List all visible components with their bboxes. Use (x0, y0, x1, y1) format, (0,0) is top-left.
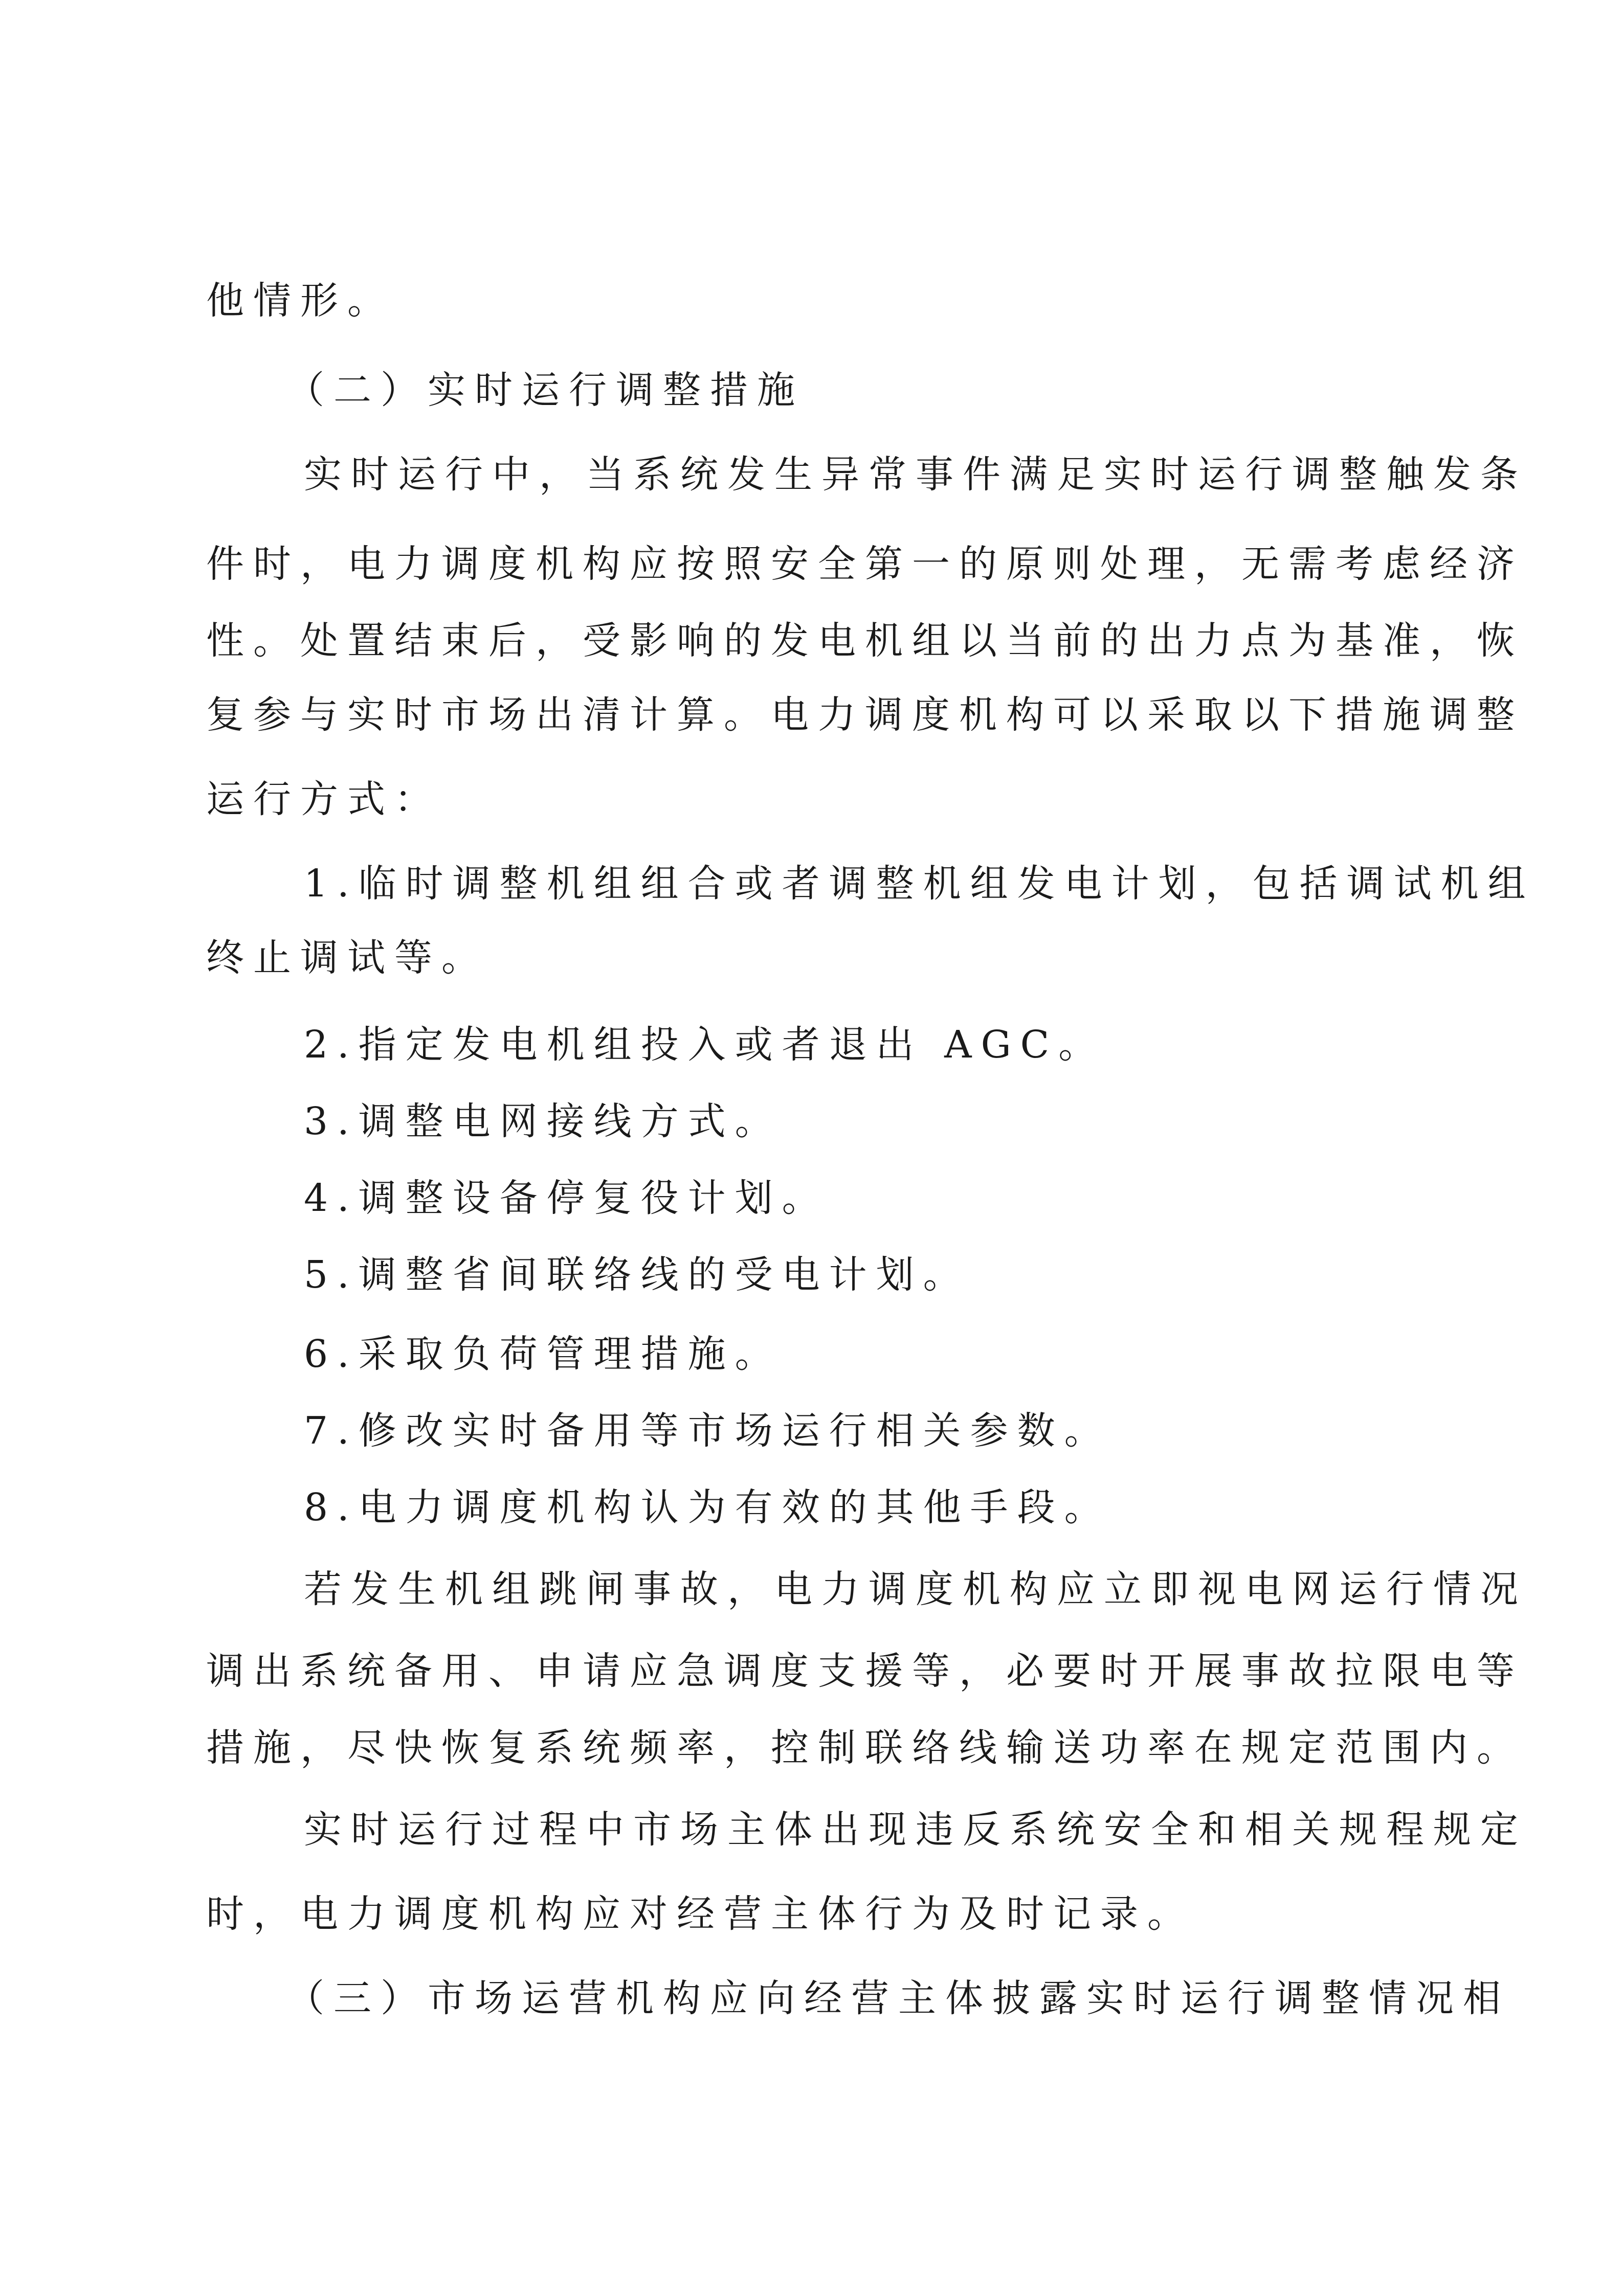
text-line: 调出系统备用、申请应急调度支援等，必要时开展事故拉限电等 (206, 1649, 1524, 1693)
text-line: 复参与实时市场出清计算。电力调度机构可以采取以下措施调整 (206, 693, 1524, 737)
list-item: 6.采取负荷管理措施。 (304, 1332, 782, 1376)
list-item: 4.调整设备停复役计划。 (304, 1176, 829, 1220)
list-item: 7.修改实时备用等市场运行相关参数。 (304, 1409, 1111, 1453)
list-item: 1.临时调整机组组合或者调整机组发电计划，包括调试机组 (304, 862, 1535, 906)
text-line: 时，电力调度机构应对经营主体行为及时记录。 (206, 1892, 1194, 1936)
list-item: 5.调整省间联络线的受电计划。 (304, 1253, 970, 1297)
section-heading: （三）市场运营机构应向经营主体披露实时运行调整情况相 (286, 1976, 1510, 2020)
list-item: 2.指定发电机组投入或者退出 AGC。 (304, 1023, 1106, 1067)
text-line: 他情形。 (206, 279, 394, 323)
text-line: 措施，尽快恢复系统频率，控制联络线输送功率在规定范围内。 (206, 1726, 1524, 1770)
text-line: 件时，电力调度机构应按照安全第一的原则处理，无需考虑经济 (206, 542, 1524, 586)
text-line: 性。处置结束后，受影响的发电机组以当前的出力点为基准，恢 (206, 619, 1524, 663)
text-line: 运行方式： (206, 777, 441, 821)
list-item: 8.电力调度机构认为有效的其他手段。 (304, 1485, 1111, 1529)
list-item: 3.调整电网接线方式。 (304, 1099, 782, 1143)
text-line: 实时运行过程中市场主体出现违反系统安全和相关规程规定 (304, 1808, 1527, 1852)
text-line: 终止调试等。 (206, 936, 488, 980)
section-heading: （二）实时运行调整措施 (286, 368, 804, 412)
text-line: 实时运行中，当系统发生异常事件满足实时运行调整触发条 (304, 453, 1527, 497)
text-line: 若发生机组跳闸事故，电力调度机构应立即视电网运行情况 (304, 1567, 1527, 1611)
